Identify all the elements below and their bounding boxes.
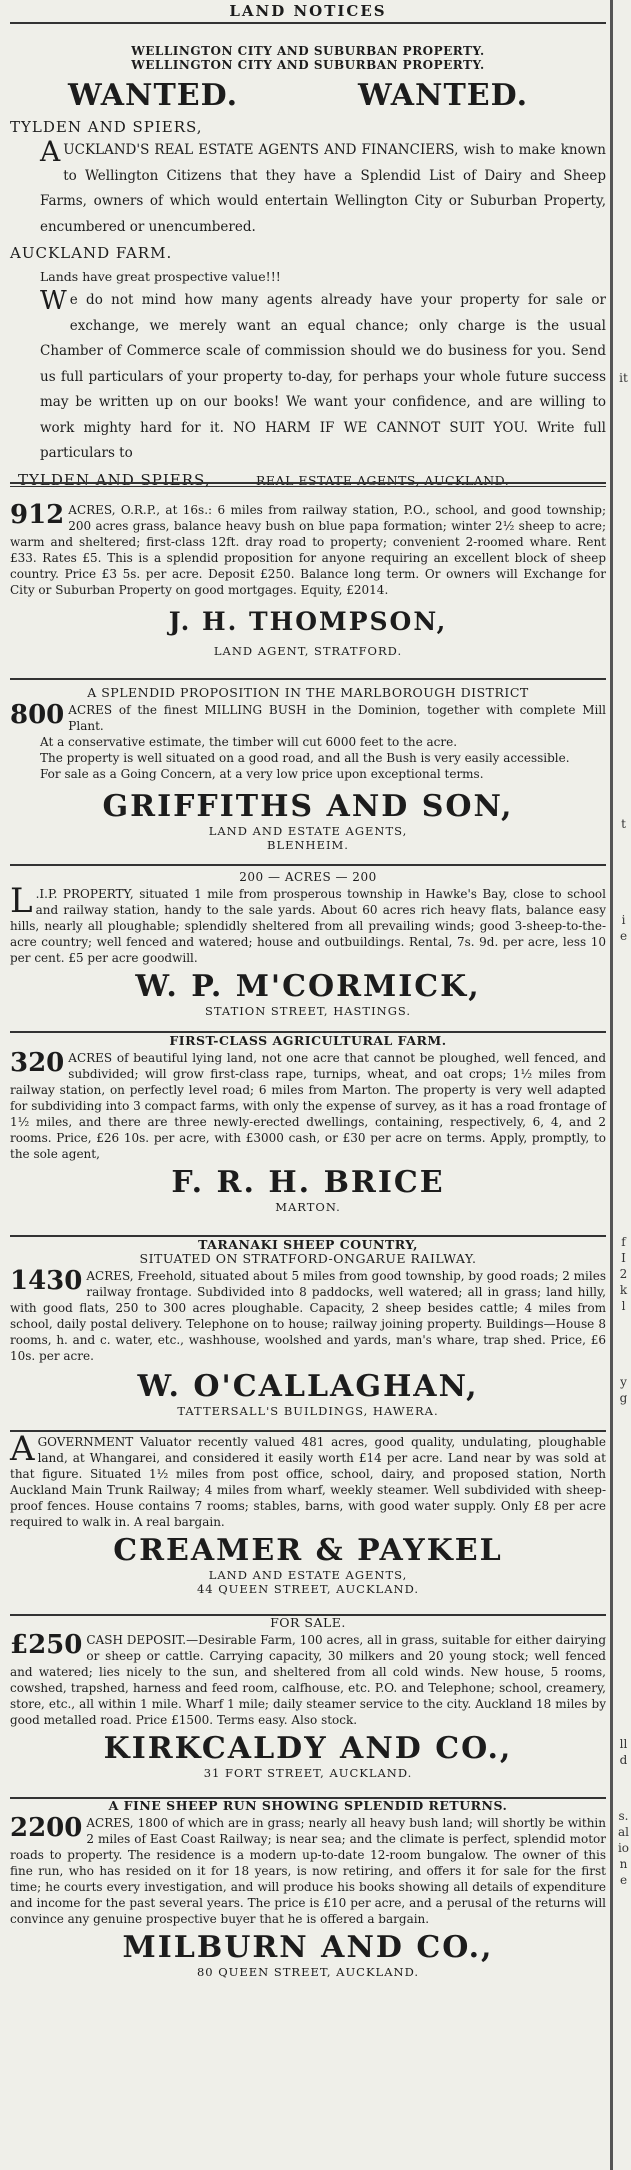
ad-heading: A SPLENDID PROPOSITION IN THE MARLBOROUGH DISTRICT [87,685,529,700]
edge-fragment: l [621,1299,626,1313]
agent-name: F. R. H. BRICE [171,1165,445,1200]
ad-text: ACRES of beautiful lying land, not one acre that cannot be ploughed, well fenced, and subdivided; will grow first-class rape, turnips, wheat, and oat crops; 1½ miles from railway station, on perfectly level road; 6 miles from Marton. The property is very well adapted for subdividing into 3 compact farms, with only the expense of survey, as it has a road frontage of 1½ miles, and there are three newly-erected dwellings, containing, respectively, 6, 4, and 2 rooms. Price, £26 10s. per acre, with £3000 cash, or £30 per acre on terms. Apply, promptly, to the sole agent, [10,1051,606,1161]
ad-text: ACRES, 1800 of which are in grass; nearly all heavy bush land; will shortly be within 2 miles of East Coast Railway; is near sea; and the climate is perfect, splendid motor roads to property. The residence is a modern up-to-date 12-room bungalow. The owner of this fine run, who has resided on it for 18 years, is now retiring, and offers it for sale for the first time; he courts every investigation, and will produce his books showing all details of expenditure and income for the past several years. The price is £10 per acre, and a perusal of the returns will convince any genuine prospective buyer that he is offered a bargain. [10,1816,606,1926]
agent-address: 31 FORT STREET, AUCKLAND. [203,1766,413,1780]
price-number: £250 [10,1630,83,1660]
firm-role: REAL ESTATE AGENTS, AUCKLAND. [256,472,510,488]
ad-text: For sale as a Going Concern, at a very low price upon exceptional terms. [40,767,484,781]
ad-text: UCKLAND'S REAL ESTATE AGENTS AND FINANCIERS, wish to make known to Wellington Citizens that they have a Splendid List of Dairy and Sheep Farms, owners of which would entertain Wellington City or Suburban Property, encumbered or unencumbered. [40,142,606,235]
ad-heading: WELLINGTON CITY AND SUBURBAN PROPERTY. [131,58,485,72]
edge-fragment: t [621,817,626,831]
edge-fragment: e [619,1873,628,1887]
agent-address: MARTON. [275,1200,341,1214]
ad-body [10,702,606,734]
ad-heading: SITUATED ON STRATFORD-ONGARUE RAILWAY. [139,1251,477,1266]
edge-fragment: d [619,1753,628,1767]
ad-text: e do not mind how many agents already have your property for sale or exchange, we merely want an equal chance; only charge is the usual Chamber of Commerce scale of commission should we do business for you. Send us full particulars of your property to-day, for perhaps your whole future success may be written up on our books! We want your confidence, and are willing to work mighty hard for it. NO HARM IF WE CANNOT SUIT YOU. Write full particulars to [40,292,606,461]
edge-fragment: s. [618,1809,629,1823]
edge-fragment: io [617,1841,630,1855]
ad-heading: FIRST-CLASS AGRICULTURAL FARM. [169,1033,447,1048]
ad-heading: FOR SALE. [270,1615,346,1630]
ad-text: .I.P. PROPERTY, situated 1 mile from prosperous township in Hawke's Bay, close to school and railway station, handy to the sale yards. About 60 acres rich heavy flats, balance easy hills, nearly all ploughable; splendidly sheltered from all prevailing winds; good 3-sheep-to-the-acre country; well fenced and watered; house and outbuildings. Rental, 7s. 9d. per acre, less 10 per cent. £5 per acre goodwill. [10,887,606,965]
rule [10,676,606,682]
farm-heading: AUCKLAND FARM. [10,244,173,262]
ad-body [10,881,606,966]
ad-body [10,502,606,598]
page-title: LAND NOTICES [229,2,387,20]
ad-body [10,1050,606,1162]
ad-ocallaghan [10,1238,606,1428]
wanted-left: WANTED. [68,78,239,113]
agent-address: TATTERSALL'S BUILDINGS, HAWERA. [177,1404,439,1418]
ad-body [10,135,606,240]
ad-body [10,1632,606,1728]
firm-name: TYLDEN AND SPIERS, [18,470,211,489]
agent-address: 44 QUEEN STREET, AUCKLAND. [196,1582,420,1596]
ad-text: ACRES, O.R.P., at 16s.: 6 miles from railway station, P.O., school, and good township; 200 acres grass, balance heavy bush on blue papa formation; winter 2½ sheep to acre; warm and sheltered; first-class 12ft. dray road to property; convenient 2-roomed whare. Rent £33. Rates £5. This is a splendid proposition for anyone requiring an excellent block of sheep country. Price £3 5s. per acre. Deposit £250. Balance long term. Or owners will Exchange for City or Suburban Property on good mortgages. Equity, £2014. [10,503,606,597]
agent-name: J. H. THOMPSON, [168,607,448,636]
ad-griffiths [10,686,606,856]
ad-kirkcaldy [10,1616,606,1796]
agent-address: LAND AND ESTATE AGENTS, [208,824,408,838]
ad-heading: WELLINGTON CITY AND SUBURBAN PROPERTY. [131,44,485,58]
agent-address: STATION STREET, HASTINGS. [204,1004,412,1018]
ad-text: ACRES of the finest MILLING BUSH in the Dominion, together with complete Mill Plant. [68,703,606,733]
rule [10,862,606,868]
ad-heading: 200 — ACRES — 200 [239,870,377,884]
agent-name: MILBURN AND CO., [122,1930,494,1965]
ad-body [10,1268,606,1364]
drop-cap: L [10,881,33,921]
acre-number: 912 [10,500,65,530]
ad-text: GOVERNMENT Valuator recently valued 481 acres, good quality, undulating, ploughable land, at Whangarei, and considered it easily worth £14 per acre. Land near by was sold at that figure. Situated 1½ miles from post office, school, dairy, and proposed station, North Auckland Main Trunk Railway; 4 miles from wharf, weekly steamer. Well subdivided with sheep-proof fences. House contains 7 rooms; stables, barns, with good water supply. Only £8 per acre required to walk in. A real bargain. [10,1435,606,1529]
adjacent-column-fragments [616,370,631,1888]
ad-body [10,1815,606,1927]
edge-fragment: g [619,1391,628,1405]
drop-cap: W [40,286,67,316]
ad-milburn [10,1799,606,2169]
agent-name: W. P. M'CORMICK, [135,969,481,1004]
ad-text: The property is well situated on a good road, and all the Bush is very easily accessible. [40,751,570,765]
edge-fragment: y [620,1375,627,1389]
acre-number: 2200 [10,1813,83,1843]
ad-body [10,288,606,467]
edge-fragment: k [619,1283,628,1297]
ad-thompson [10,502,606,667]
ad-body [10,1429,606,1530]
wanted-line [10,76,606,116]
edge-fragment: al [618,1825,629,1839]
rule [10,22,606,24]
ad-tylden-spiers [10,34,606,489]
ad-text: CASH DEPOSIT.—Desirable Farm, 100 acres, all in grass, suitable for either dairying or sheep or cattle. Carrying capacity, 30 milkers and 20 young stock; well fenced and watered; lies nicely to the sun, and sheltered from all cold winds. New house, 5 rooms, cowshed, trapshed, harness and feed room, calfhouse, etc. P.O. and Telephone; school, creamery, store, etc., all within 1 mile. Wharf 1 mile; daily steamer service to the city. Auckland 18 miles by good metalled road. Price £1500. Terms easy. Also stock. [10,1633,606,1727]
acre-number: 800 [10,700,65,730]
ad-heading: TARANAKI SHEEP COUNTRY, [198,1237,418,1252]
rule [10,480,606,489]
agent-name: GRIFFITHS AND SON, [102,789,514,824]
agent-name: KIRKCALDY AND CO., [103,1731,513,1766]
edge-fragment: f [621,1235,626,1249]
ad-text: ACRES, Freehold, situated about 5 miles from good township, by good roads; 2 miles railway frontage. Subdivided into 8 paddocks, well watered; all in grass; land hilly, with good flats, 250 to 300 acres ploughable. Capacity, 2 sheep besides cattle; 4 miles from school, daily postal delivery. Telephone on to house; railway joining property. Buildings—House 8 rooms, h. and c. water, etc., washhouse, woolshed and yards, man's whare, trap shed. Price, £6 10s. per acre. [10,1269,606,1363]
agent-address: LAND AGENT, STRATFORD. [213,644,403,658]
wanted-right: WANTED. [358,78,529,113]
edge-fragment: I [621,1251,626,1265]
ad-brice [10,1034,606,1234]
ad-heading: A FINE SHEEP RUN SHOWING SPLENDID RETURNS. [108,1798,508,1813]
edge-fragment: 2 [619,1267,628,1281]
acre-number: 320 [10,1048,65,1078]
agent-name: W. O'CALLAGHAN, [137,1369,479,1404]
agent-address: BLENHEIM. [267,838,349,852]
ad-text: At a conservative estimate, the timber will cut 6000 feet to the acre. [40,735,458,749]
edge-fragment: e [619,929,628,943]
drop-cap: A [40,135,61,168]
agent-address: LAND AND ESTATE AGENTS, [208,1568,408,1582]
edge-fragment: ll [619,1737,628,1751]
acre-number: 1430 [10,1266,83,1296]
ad-mccormick [10,870,606,1030]
section-header [10,2,606,26]
edge-fragment: it [619,371,628,385]
column-divider [610,0,613,2170]
firm-name: TYLDEN AND SPIERS, [10,118,203,136]
ad-text: Lands have great prospective value!!! [40,269,281,284]
edge-fragment: i [621,913,626,927]
drop-cap: A [10,1429,35,1469]
agent-address: 80 QUEEN STREET, AUCKLAND. [196,1965,420,1979]
ad-creamer-paykel [10,1429,606,1614]
edge-fragment: n [619,1857,628,1871]
agent-name: CREAMER & PAYKEL [113,1533,503,1568]
